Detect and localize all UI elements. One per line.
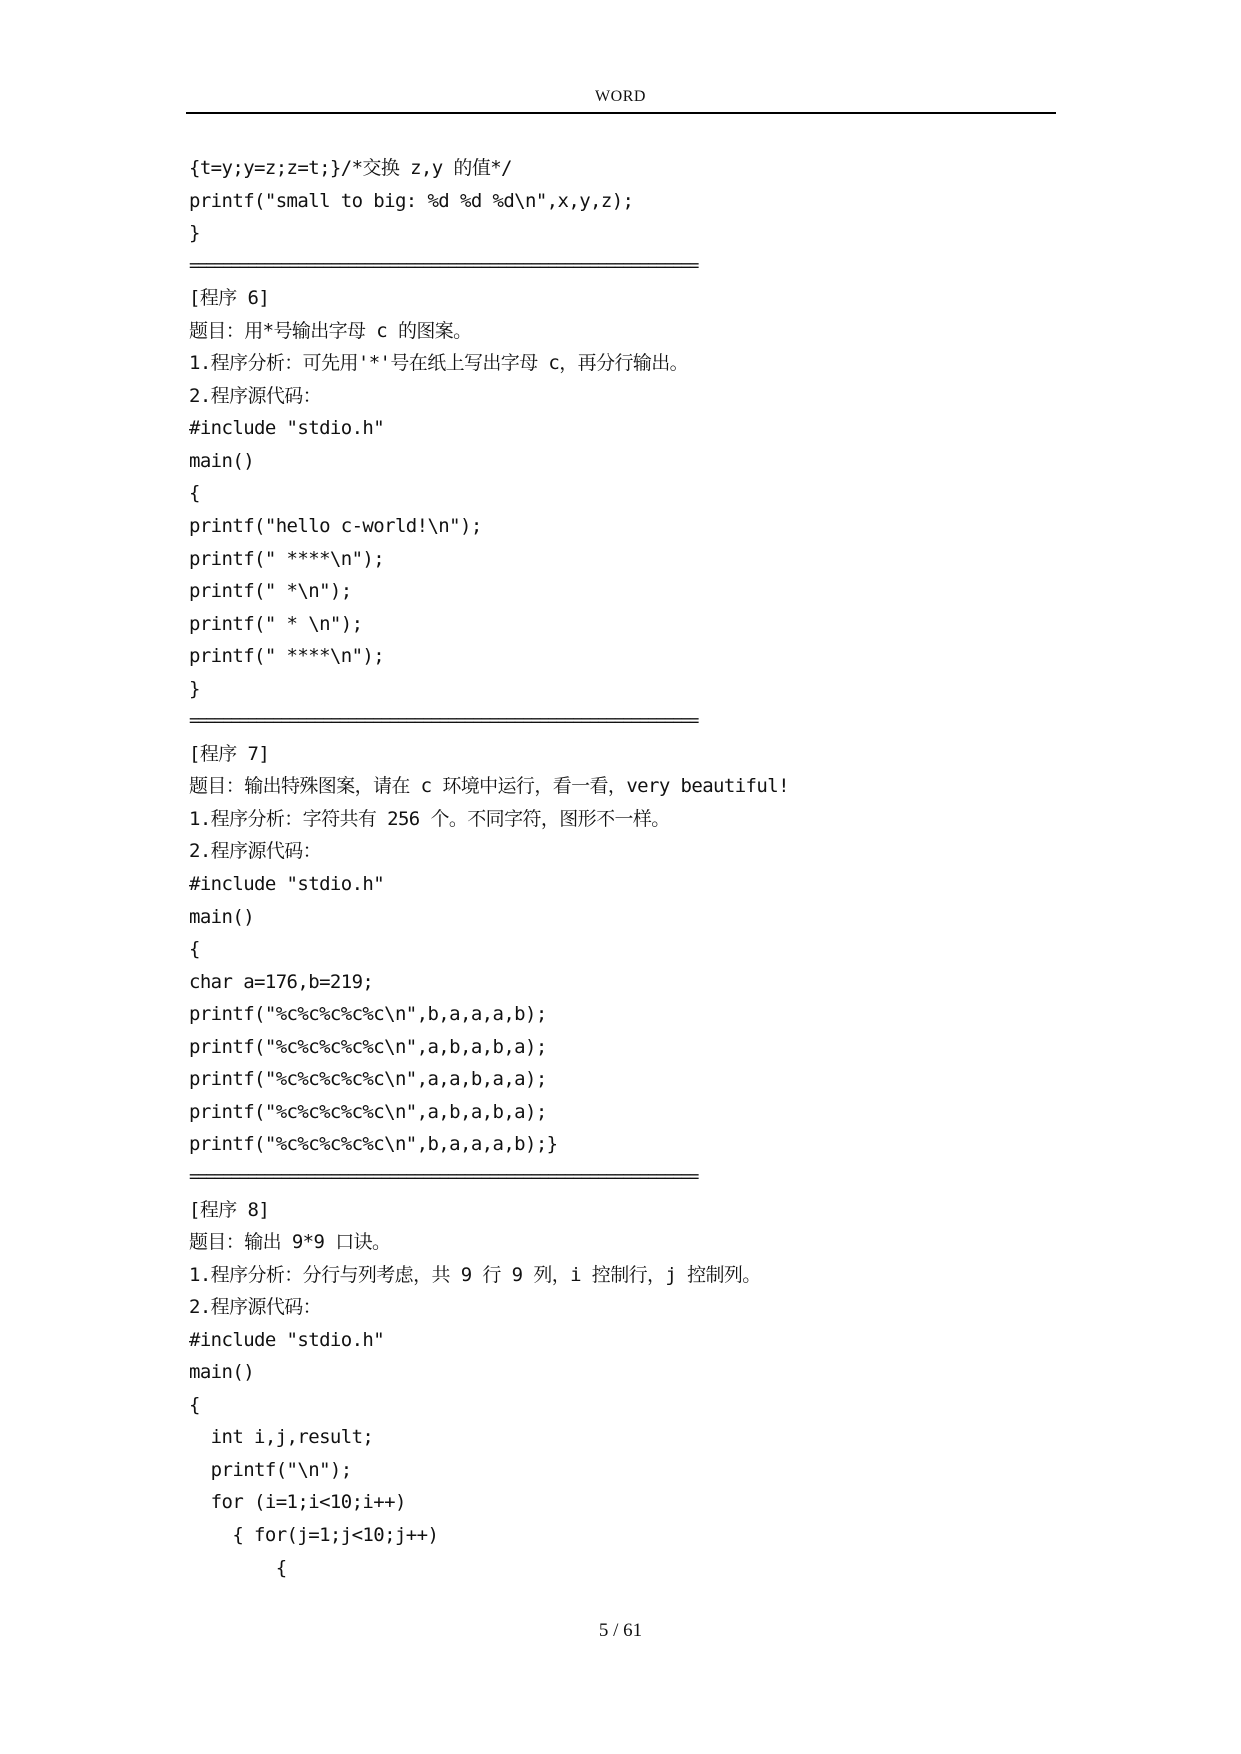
page-header-title: WORD — [595, 88, 646, 105]
text-line: main() — [189, 449, 255, 472]
text-line: printf("small to big: %d %d %d\n",x,y,z); — [189, 189, 634, 212]
separator-line: ============================================================= — [189, 711, 698, 732]
text-line: #include "stdio.h" — [189, 873, 385, 896]
text-line: printf(" *\n"); — [189, 580, 352, 603]
text-line: 1.程序分析：字符共有 256 个。不同字符，图形不一样。 — [189, 807, 670, 830]
page-number: 5 / 61 — [598, 1620, 643, 1641]
text-line: printf(" * \n"); — [189, 612, 363, 635]
text-line: [程序 7] — [189, 742, 270, 765]
separator-line: ============================================================= — [189, 255, 698, 276]
text-line: printf(" ****\n"); — [189, 645, 385, 668]
text-line: main() — [189, 905, 255, 928]
text-line: printf("%c%c%c%c%c\n",a,b,a,b,a); — [189, 1100, 547, 1123]
text-line: printf("%c%c%c%c%c\n",b,a,a,a,b);} — [189, 1133, 558, 1156]
separator-line: ============================================================= — [189, 1166, 698, 1187]
text-line: 2.程序源代码： — [189, 840, 322, 863]
text-line: 1.程序分析：分行与列考虑，共 9 行 9 列，i 控制行，j 控制列。 — [189, 1263, 761, 1286]
text-line: 2.程序源代码： — [189, 1296, 322, 1319]
text-line: #include "stdio.h" — [189, 1328, 385, 1351]
text-line: } — [189, 677, 200, 700]
text-line: [程序 6] — [189, 287, 270, 310]
text-line: printf("%c%c%c%c%c\n",b,a,a,a,b); — [189, 1003, 547, 1026]
text-line: { — [189, 938, 200, 961]
header-rule — [186, 112, 1056, 114]
text-line: printf("\n"); — [189, 1458, 352, 1481]
text-line: 题目：输出 9*9 口诀。 — [189, 1231, 391, 1254]
text-line: printf("%c%c%c%c%c\n",a,a,b,a,a); — [189, 1068, 547, 1091]
text-line: printf("hello c-world!\n"); — [189, 515, 482, 538]
text-line: { — [189, 1556, 287, 1579]
text-line: printf("%c%c%c%c%c\n",a,b,a,b,a); — [189, 1035, 547, 1058]
text-line: [程序 8] — [189, 1198, 270, 1221]
text-line: } — [189, 222, 200, 245]
document-body — [189, 152, 1049, 1584]
text-line: 题目：输出特殊图案，请在 c 环境中运行，看一看，very beautiful! — [189, 775, 789, 798]
text-line: { — [189, 1393, 200, 1416]
text-line: 1.程序分析：可先用'*'号在纸上写出字母 c，再分行输出。 — [189, 352, 689, 375]
text-line: 2.程序源代码： — [189, 384, 322, 407]
text-line: 题目：用*号输出字母 c 的图案。 — [189, 319, 472, 342]
text-line: { for(j=1;j<10;j++) — [189, 1523, 439, 1546]
text-line: for (i=1;i<10;i++) — [189, 1491, 406, 1514]
text-line: { — [189, 482, 200, 505]
text-line: char a=176,b=219; — [189, 970, 374, 993]
text-line: #include "stdio.h" — [189, 417, 385, 440]
text-line: int i,j,result; — [189, 1426, 374, 1449]
text-line: main() — [189, 1361, 255, 1384]
text-line: printf(" ****\n"); — [189, 547, 385, 570]
text-line: {t=y;y=z;z=t;}/*交换 z,y 的值*/ — [189, 157, 512, 179]
